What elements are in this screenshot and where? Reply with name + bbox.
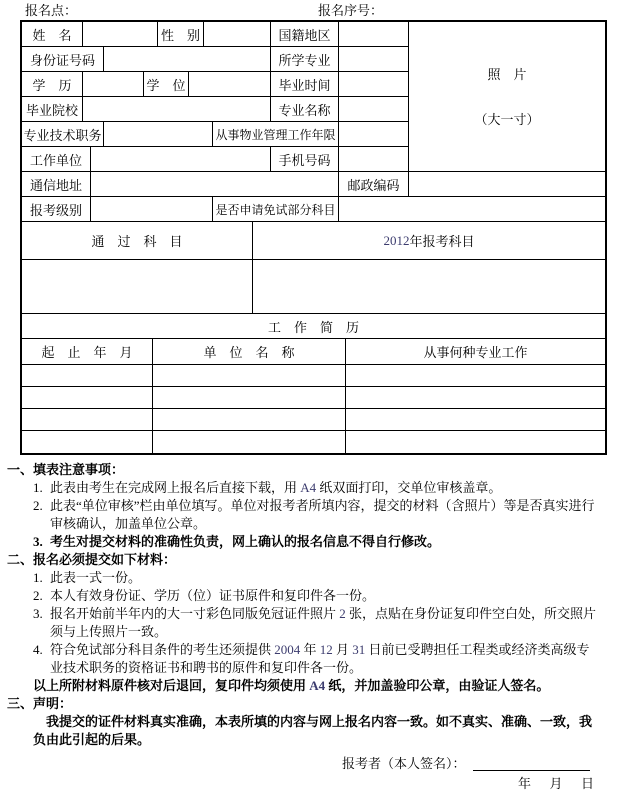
- note-item-text: 符合免试部分科目条件的考生还须提供 2004 年 12 月 31 日前已受聘担任工程类或经济类高级专业技术职务的资格证书和聘书的原件和复印件各一份。: [50, 642, 590, 675]
- day-label: 日: [580, 776, 594, 791]
- graduation-school-value-cell: [83, 97, 271, 122]
- postal-code-label-cell: 邮政编码: [339, 172, 409, 197]
- id-number-value-cell: [104, 47, 271, 72]
- postal-code-value-cell: [409, 172, 605, 197]
- table-row-subjects-header: [22, 222, 605, 260]
- note-item: [0, 497, 599, 533]
- section-heading: 二、报名必须提交如下材料：: [7, 552, 177, 567]
- note-item-number: 2.: [33, 588, 43, 603]
- year-label: 年: [518, 776, 532, 791]
- year-subjects-header-cell: 2012 年报考科目: [253, 222, 605, 260]
- mailing-address-value-cell: [91, 172, 339, 197]
- property-years-value-cell: [339, 122, 409, 147]
- note-item-number: 2.: [33, 498, 43, 513]
- wh-period-cell: [22, 387, 153, 409]
- passed-subjects-value-cell: [22, 260, 253, 314]
- exam-level-label-cell: 报考级别: [22, 197, 91, 222]
- table-row-workhistory-3: [22, 409, 605, 431]
- note-item: [0, 533, 599, 551]
- education-value-cell: [83, 72, 144, 97]
- note-item-text: 考生对提交材料的准确性负责，网上确认的报名信息不得自行修改。: [50, 534, 441, 549]
- note-item-text: 此表由考生在完成网上报名后直接下载，用 A4 纸双面打印，交单位审核盖章。: [50, 480, 502, 495]
- signature-label: 报考者（本人签名）：: [342, 756, 466, 771]
- table-row-workhistory-header: [22, 339, 605, 365]
- work-history-title-cell: 工 作 简 历: [22, 314, 605, 339]
- table-row-workhistory-4: [22, 431, 605, 453]
- wh-unit-cell: [153, 365, 346, 387]
- wh-work-type-header-cell: 从事何种专业工作: [346, 339, 605, 365]
- degree-value-cell: [189, 72, 271, 97]
- wh-unit-cell: [153, 387, 346, 409]
- note-item: [0, 479, 599, 497]
- table-row-workhistory-1: [22, 365, 605, 387]
- wh-unit-cell: [153, 431, 346, 453]
- photo-size-label: （大一寸）: [474, 112, 540, 127]
- note-item: [0, 605, 599, 641]
- signature-date: [518, 773, 594, 792]
- professional-title-label-cell: 专业技术职务: [22, 122, 104, 147]
- degree-label-cell: 学 位: [144, 72, 189, 97]
- nationality-value-cell: [339, 22, 409, 47]
- wh-worktype-cell: [346, 431, 605, 453]
- work-unit-label-cell: 工作单位: [22, 147, 91, 172]
- table-row-education: [22, 72, 409, 97]
- table-row-name: [22, 22, 409, 47]
- graduation-school-label-cell: 毕业院校: [22, 97, 83, 122]
- graduation-time-label-cell: 毕业时间: [271, 72, 339, 97]
- section-heading: 一、填表注意事项：: [7, 462, 125, 477]
- note-item-text: 本人有效身份证、学历（位）证书原件和复印件各一份。: [50, 588, 376, 603]
- wh-period-header-cell: 起 止 年 月: [22, 339, 153, 365]
- graduation-time-value-cell: [339, 72, 409, 97]
- registration-point-label: 报名点：: [25, 3, 78, 18]
- note-item: [0, 587, 599, 605]
- major-studied-label-cell: 所学专业: [271, 47, 339, 72]
- photo-box: [409, 22, 605, 172]
- major-name-value-cell: [339, 97, 409, 122]
- id-number-label-cell: 身份证号码: [22, 47, 104, 72]
- note-item: [0, 569, 599, 587]
- mailing-address-label-cell: 通信地址: [22, 172, 91, 197]
- photo-label: 照 片: [487, 67, 527, 82]
- table-row-address: [22, 172, 605, 197]
- table-row-school: [22, 97, 409, 122]
- year-subjects-value-cell: [253, 260, 605, 314]
- wh-period-cell: [22, 431, 153, 453]
- note-item-number: 1.: [33, 480, 43, 495]
- exemption-label-cell: 是否申请免试部分科目: [213, 197, 339, 222]
- work-unit-value-cell: [91, 147, 271, 172]
- exam-level-value-cell: [91, 197, 213, 222]
- table-row-workhistory-title: [22, 314, 605, 339]
- wh-worktype-cell: [346, 365, 605, 387]
- registration-serial-label: 报名序号：: [318, 3, 384, 18]
- note-item-number: 4.: [33, 642, 43, 657]
- name-value-cell: [83, 22, 158, 47]
- section-heading: 三、声明：: [7, 696, 73, 711]
- table-row-subjects-values: [22, 260, 605, 314]
- note-item-text: 报名开始前半年内的大一寸彩色同版免冠证件照片 2 张，点贴在身份证复印件空白处，所交照片须与上传照片一致。: [50, 606, 597, 639]
- nationality-label-cell: 国籍地区: [271, 22, 339, 47]
- property-years-label-cell: 从事物业管理工作年限: [213, 122, 339, 147]
- passed-subjects-header-cell: 通 过 科 目: [22, 222, 253, 260]
- wh-period-cell: [22, 409, 153, 431]
- mobile-label-cell: 手机号码: [271, 147, 339, 172]
- note-item-number: 3.: [33, 534, 43, 549]
- note-item-text: 此表“单位审核”栏由单位填写。单位对报考者所填内容，提交的材料（含照片）等是否真实进行审核确认，加盖单位公章。: [50, 498, 595, 531]
- wh-unit-name-header-cell: 单 位 名 称: [153, 339, 346, 365]
- gender-label-cell: 性 别: [158, 22, 204, 47]
- wh-worktype-cell: [346, 387, 605, 409]
- applicant-info-table: [20, 20, 607, 455]
- signature-line: [473, 770, 590, 771]
- table-row-workunit: [22, 147, 409, 172]
- note-item-text: 此表一式一份。: [50, 570, 142, 585]
- declaration-paragraph: 我提交的证件材料真实准确，本表所填的内容与网上报名内容一致。如不真实、准确、一致，我负由此引起的后果。: [33, 714, 593, 747]
- name-label-cell: 姓 名: [22, 22, 83, 47]
- wh-worktype-cell: [346, 409, 605, 431]
- mobile-value-cell: [339, 147, 409, 172]
- notes-section: [0, 461, 599, 749]
- exemption-value-cell: [339, 197, 605, 222]
- note-item-number: 1.: [33, 570, 43, 585]
- note-item: [0, 641, 599, 677]
- month-label: 月: [549, 776, 563, 791]
- table-row-workhistory-2: [22, 387, 605, 409]
- major-studied-value-cell: [339, 47, 409, 72]
- gender-value-cell: [204, 22, 271, 47]
- table-row-level: [22, 197, 605, 222]
- table-row-title: [22, 122, 409, 147]
- table-row-id: [22, 47, 409, 72]
- note-item-number: 3.: [33, 606, 43, 621]
- education-label-cell: 学 历: [22, 72, 83, 97]
- wh-period-cell: [22, 365, 153, 387]
- wh-unit-cell: [153, 409, 346, 431]
- professional-title-value-cell: [104, 122, 213, 147]
- major-name-label-cell: 专业名称: [271, 97, 339, 122]
- note-footer: 以上所附材料原件核对后退回，复印件均须使用 A4 纸，并加盖验印公章，由验证人签名。: [33, 678, 550, 693]
